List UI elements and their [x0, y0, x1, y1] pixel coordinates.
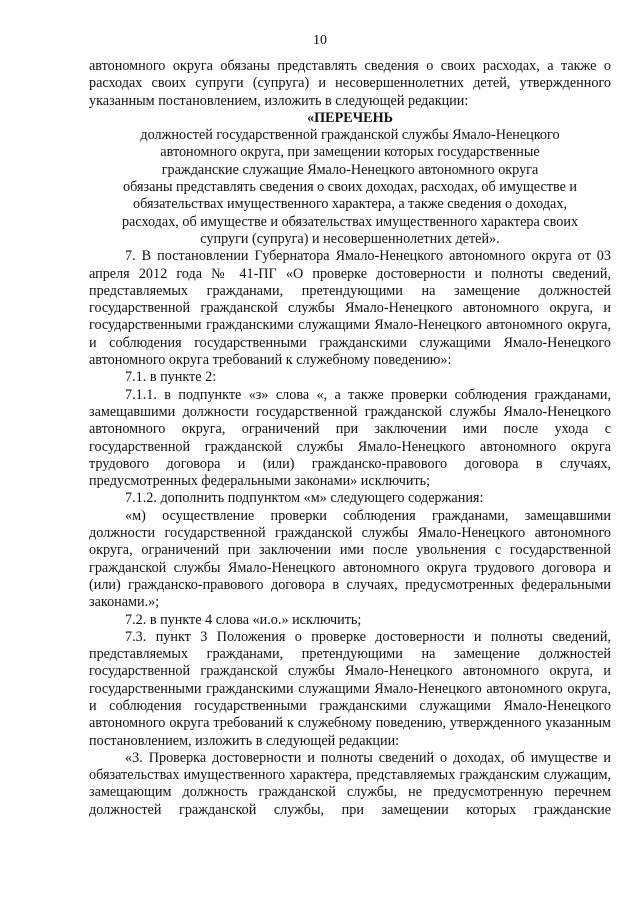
paragraph-7-1-2: 7.1.2. дополнить подпунктом «м» следующего содержания:: [125, 490, 484, 507]
paragraph-7-1-1: 7.1.1. в подпункте «з» слова «, а также проверки соблюдения гражданами, замещавшими должности государственной гражданской службы Ямало-Ненецкого автономного округа, ограничений при заключении ими после ухода с государственной гражданской службы Ямало-Ненецкого автономного округа трудового договора и (или) гражданско-правового договора в случаях, предусмотренных федеральными законами» исключить;: [89, 386, 611, 490]
paragraph-7: 7. В постановлении Губернатора Ямало-Ненецкого автономного округа от 03 апреля 2012 года № 41-ПГ «О проверке достоверности и полноты сведений, представляемых гражданами, претендующими на замещение должностей государственной гражданской службы Ямало-Ненецкого автономного округа, и государственными гражданскими служащими Ямало-Ненецкого автономного округа, и соблюдения государственными гражданскими служащими Ямало-Ненецкого автономного округа требований к служебному поведению»:: [89, 248, 611, 369]
paragraph-7-3-quote: «3. Проверка достоверности и полноты сведений о доходах, об имуществе и обязательствах имущественного характера, представляемых гражданским служащим, замещающим должность гражданской службы, не предусмотренную перечнем должностей гражданской службы, при замещении которых гражданские: [89, 749, 611, 818]
list-description-1: должностей государственной гражданской службы Ямало-Ненецкого автономного округа, при замещении которых государственные гражданские служащие Ямало-Ненецкого автономного округа: [140, 127, 560, 178]
paragraph-7-1: 7.1. в пункте 2:: [125, 369, 217, 386]
list-description-2: обязаны представлять сведения о своих доходах, расходах, об имуществе и обязательствах имущественного характера, а также сведения о доходах, расходах, об имуществе и обязательствах имущественного характера своих супруги (супруга) и несовершеннолетних детей».: [121, 179, 579, 247]
list-title: «ПЕРЕЧЕНЬ: [306, 109, 393, 126]
paragraph-intro: автономного округа обязаны представлять сведения о своих расходах, а также о расходах своих супруги (супруга) и несовершеннолетних детей, утвержденного указанным постановлением, изложить в следующей редакции:: [89, 58, 611, 109]
page-number: 10: [313, 33, 327, 48]
document-body: [89, 58, 611, 819]
paragraph-7-1-2-m: «м) осуществление проверки соблюдения гражданами, замещавшими должности государственной гражданской службы Ямало-Ненецкого автономного округа, ограничений при заключении ими после увольнения с государственной гражданской службы Ямало-Ненецкого автономного округа трудового договора и (или) гражданско-правового договора в случаях, предусмотренных федеральными законами.»;: [89, 507, 611, 611]
paragraph-7-3: 7.3. пункт 3 Положения о проверке достоверности и полноты сведений, представляемых гражданами, претендующими на замещение должностей государственной гражданской службы Ямало-Ненецкого автономного округа, и государственными гражданскими служащими Ямало-Ненецкого автономного округа, и соблюдения государственными гражданскими служащими Ямало-Ненецкого автономного округа требований к служебному поведению, утвержденного указанным постановлением, изложить в следующей редакции:: [89, 628, 611, 749]
paragraph-7-2: 7.2. в пункте 4 слова «и.о.» исключить;: [125, 611, 362, 628]
